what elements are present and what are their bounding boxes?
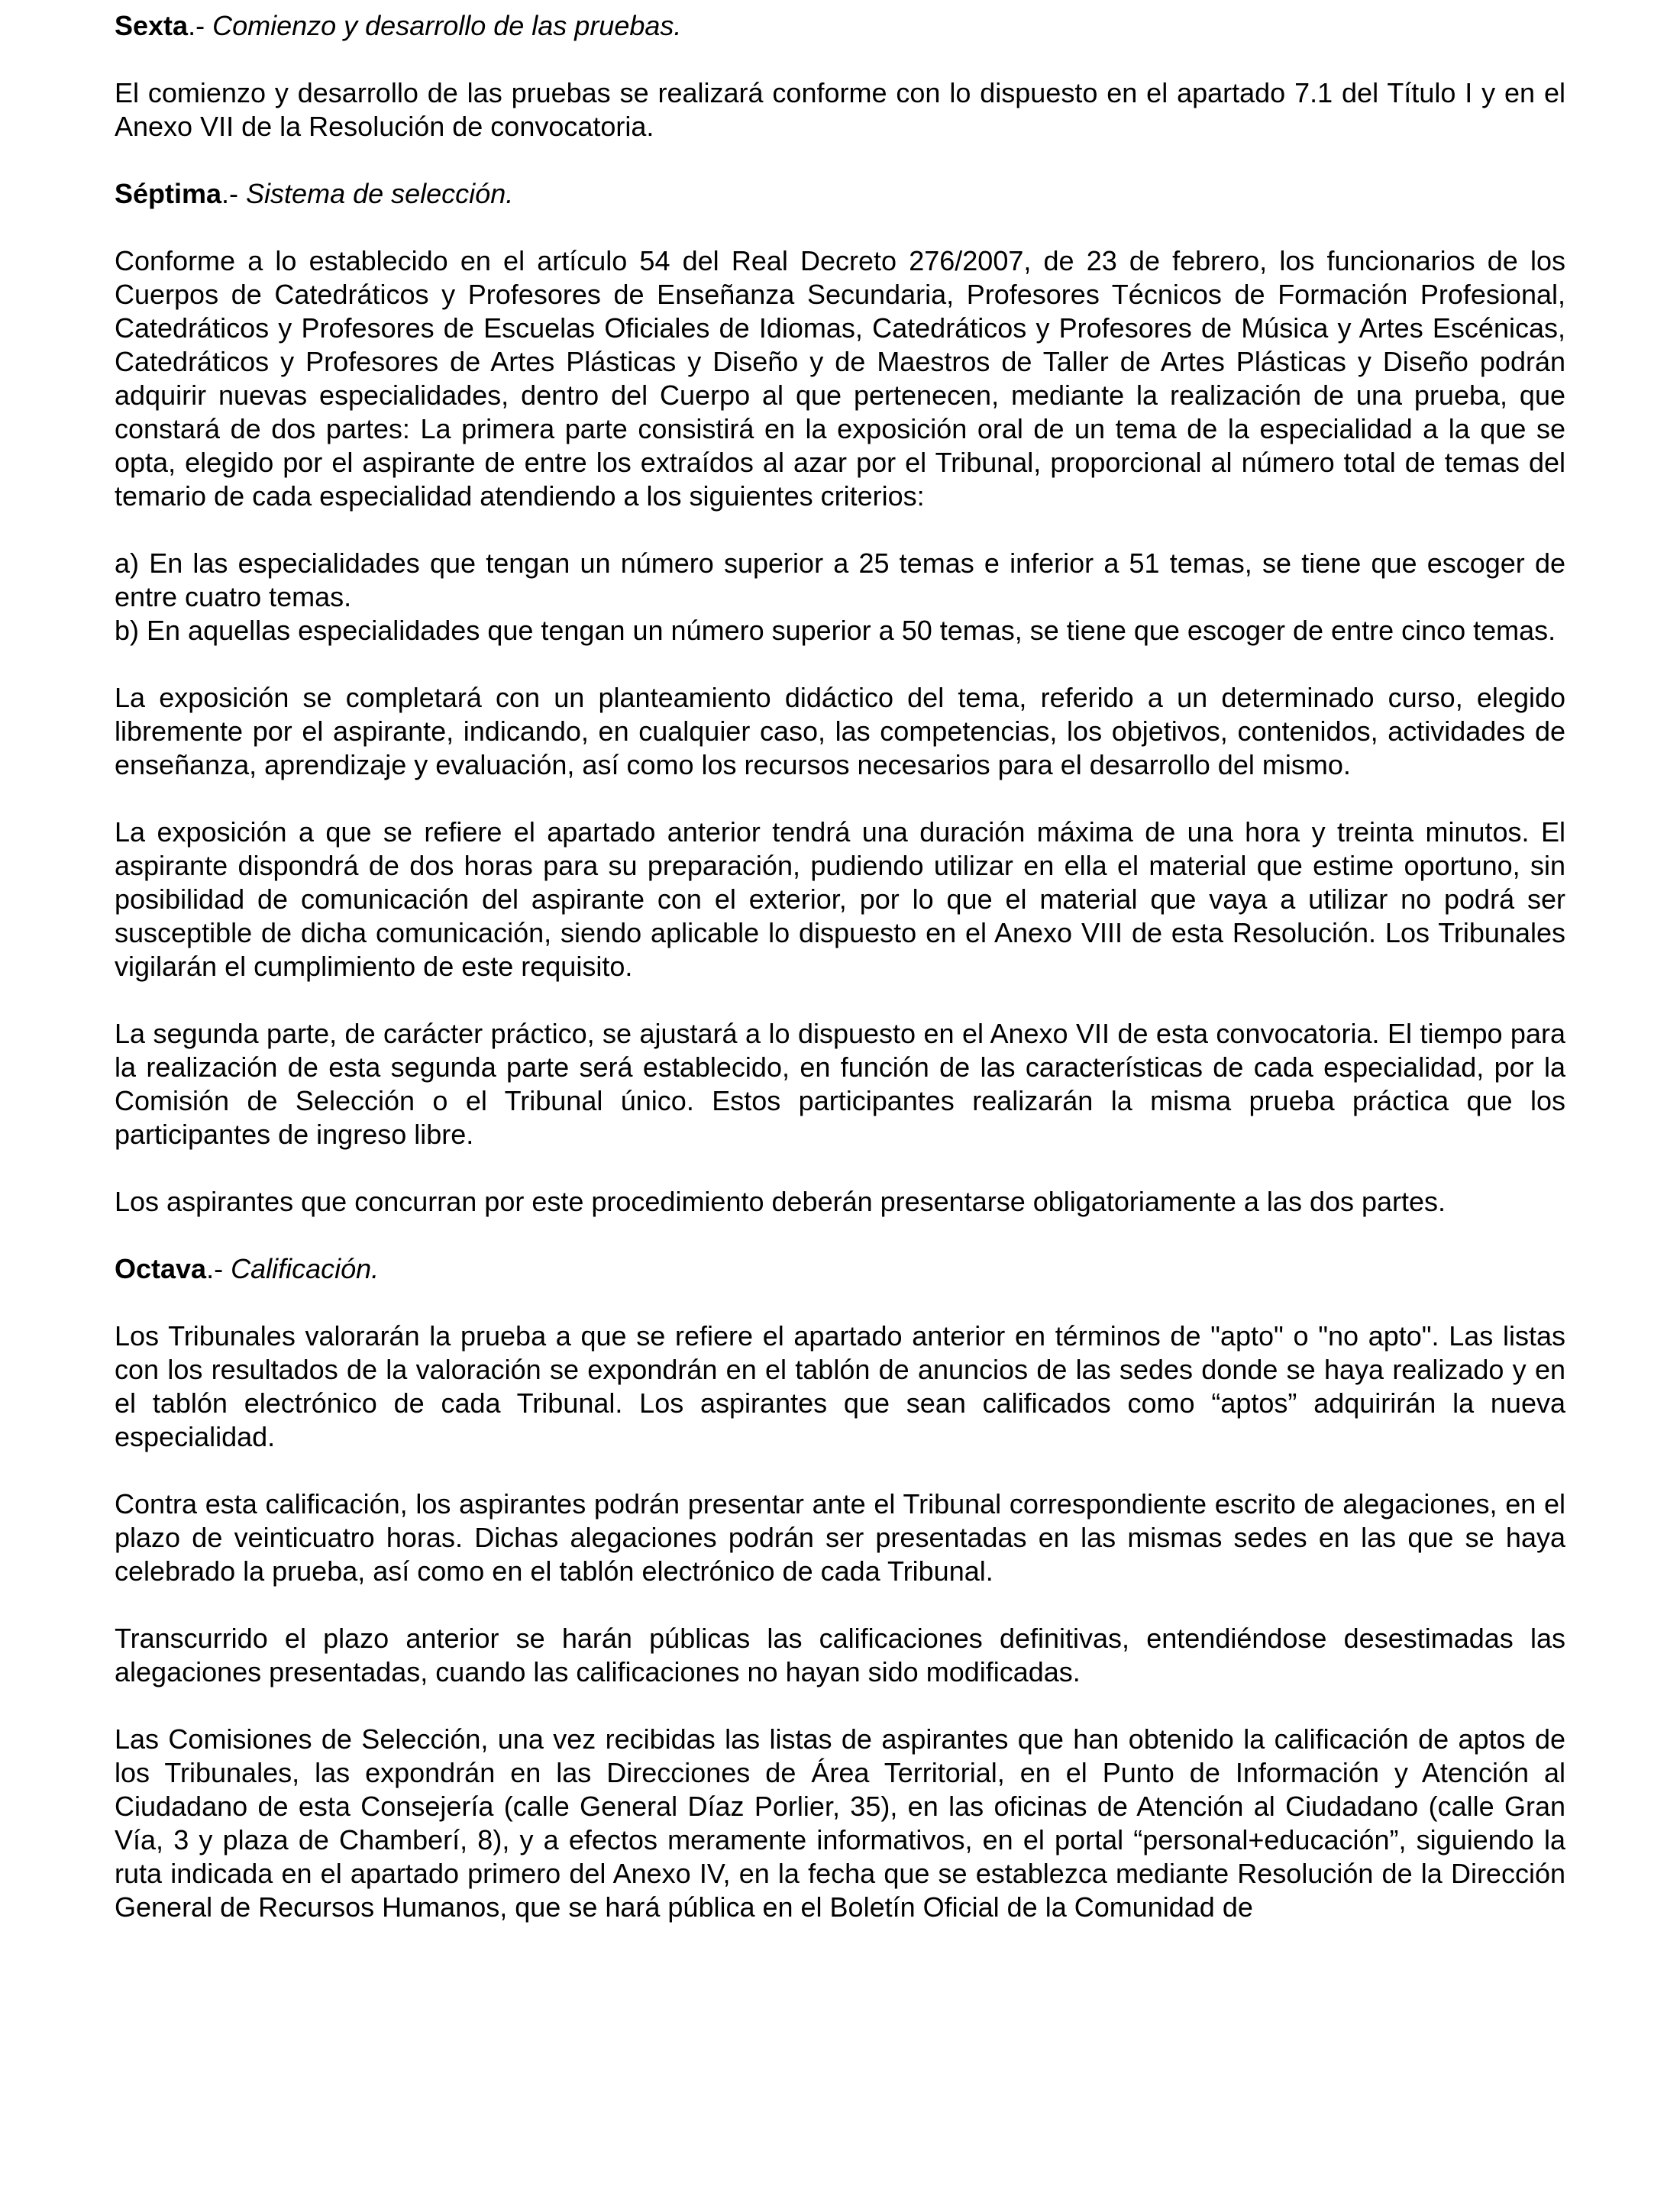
section-number: Octava [115, 1253, 207, 1284]
section-heading-octava [115, 1252, 1565, 1286]
section-separator: .- [206, 1253, 231, 1284]
paragraph: Las Comisiones de Selección, una vez recibidas las listas de aspirantes que han obtenido la calificación de aptos de los Tribunales, las expondrán en las Direcciones de Área Territorial, en el Punto de Información y Atención al Ciudadano de esta Consejería (calle General Díaz Porlier, 35), en las oficinas de Atención al Ciudadano (calle Gran Vía, 3 y plaza de Chamberí, 8), y a efectos meramente informativos, en el portal “personal+educación”, siguiendo la ruta indicada en el apartado primero del Anexo IV, en la fecha que se establezca mediante Resolución de la Dirección General de Recursos Humanos, que se hará pública en el Boletín Oficial de la Comunidad de [115, 1723, 1565, 1923]
section-heading-septima [115, 177, 1565, 211]
paragraph: Los aspirantes que concurran por este procedimiento deberán presentarse obligatoriamente a las dos partes. [115, 1186, 1446, 1217]
section-number: Sexta [115, 10, 189, 41]
section-separator: .- [221, 178, 247, 209]
paragraph: La exposición se completará con un planteamiento didáctico del tema, referido a un determinado curso, elegido libremente por el aspirante, indicando, en cualquier caso, las competencias, los objetivos, contenidos, actividades de enseñanza, aprendizaje y evaluación, así como los recursos necesarios para el desarrollo del mismo. [115, 682, 1565, 780]
paragraph: Conforme a lo establecido en el artículo 54 del Real Decreto 276/2007, de 23 de febrero, los funcionarios de los Cuerpos de Catedráticos y Profesores de Enseñanza Secundaria, Profesores Técnicos de Formación Profesional, Catedráticos y Profesores de Escuelas Oficiales de Idiomas, Catedráticos y Profesores de Música y Artes Escénicas, Catedráticos y Profesores de Artes Plásticas y Diseño y de Maestros de Taller de Artes Plásticas y Diseño podrán adquirir nuevas especialidades, dentro del Cuerpo al que pertenecen, mediante la realización de una prueba, que constará de dos partes: La primera parte consistirá en la exposición oral de un tema de la especialidad a la que se opta, elegido por el aspirante de entre los extraídos al azar por el Tribunal, proporcional al número total de temas del temario de cada especialidad atendiendo a los siguientes criterios: [115, 245, 1565, 512]
paragraph: La exposición a que se refiere el apartado anterior tendrá una duración máxima de una hora y treinta minutos. El aspirante dispondrá de dos horas para su preparación, pudiendo utilizar en ella el material que estime oportuno, sin posibilidad de comunicación del aspirante con el exterior, por lo que el material que vaya a utilizar no podrá ser susceptible de dicha comunicación, siendo aplicable lo dispuesto en el Anexo VIII de esta Resolución. Los Tribunales vigilarán el cumplimiento de este requisito. [115, 816, 1565, 982]
paragraph: La segunda parte, de carácter práctico, se ajustará a lo dispuesto en el Anexo VII de esta convocatoria. El tiempo para la realización de esta segunda parte será establecido, en función de las características de cada especialidad, por la Comisión de Selección o el Tribunal único. Estos participantes realizarán la misma prueba práctica que los participantes de ingreso libre. [115, 1018, 1565, 1150]
section-heading-sexta [115, 9, 1565, 43]
paragraph: El comienzo y desarrollo de las pruebas se realizará conforme con lo dispuesto en el apartado 7.1 del Título I y en el Anexo VII de la Resolución de convocatoria. [115, 77, 1565, 142]
lettered-list [115, 547, 1565, 648]
section-title: Sistema de selección. [246, 178, 514, 209]
list-item-a: a) En las especialidades que tengan un número superior a 25 temas e inferior a 51 temas, se tiene que escoger de entre cuatro temas. [115, 547, 1565, 612]
paragraph: Los Tribunales valorarán la prueba a que se refiere el apartado anterior en términos de "apto" o "no apto". Las listas con los resultados de la valoración se expondrán en el tablón de anuncios de las sedes donde se haya realizado y en el tablón electrónico de cada Tribunal. Los aspirantes que sean calificados como “aptos” adquirirán la nueva especialidad. [115, 1320, 1565, 1452]
section-number: Séptima [115, 178, 222, 209]
section-title: Calificación. [231, 1253, 380, 1284]
list-item-b: b) En aquellas especialidades que tengan un número superior a 50 temas, se tiene que escoger de entre cinco temas. [115, 615, 1556, 646]
section-title: Comienzo y desarrollo de las pruebas. [212, 10, 682, 41]
paragraph: Contra esta calificación, los aspirantes podrán presentar ante el Tribunal correspondiente escrito de alegaciones, en el plazo de veinticuatro horas. Dichas alegaciones podrán ser presentadas en las mismas sedes en las que se haya celebrado la prueba, así como en el tablón electrónico de cada Tribunal. [115, 1488, 1565, 1587]
paragraph: Transcurrido el plazo anterior se harán públicas las calificaciones definitivas, entendiéndose desestimadas las alegaciones presentadas, cuando las calificaciones no hayan sido modificadas. [115, 1623, 1565, 1688]
section-separator: .- [188, 10, 213, 41]
